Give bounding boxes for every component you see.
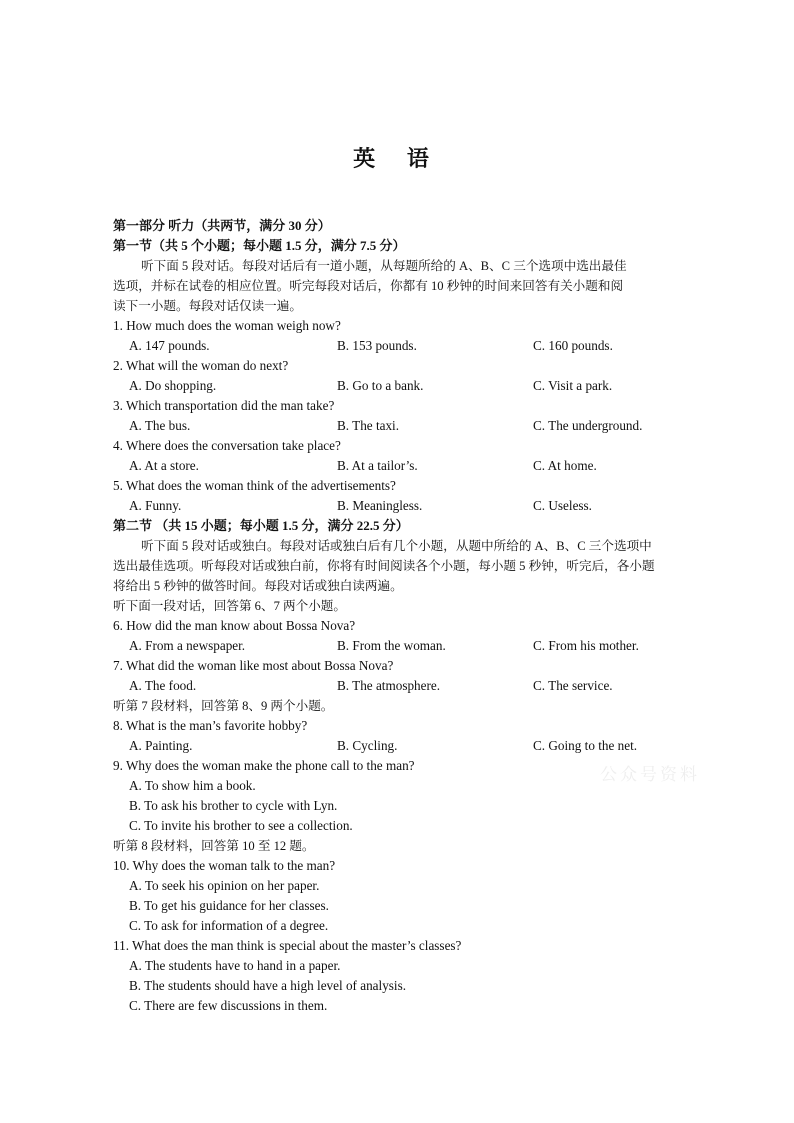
question-text: 8. What is the man’s favorite hobby?: [113, 718, 308, 733]
option-row: [113, 496, 733, 516]
question-text: 9. Why does the woman make the phone call to the man?: [113, 758, 415, 773]
question-text: 6. How did the man know about Bossa Nova?: [113, 618, 356, 633]
page-title: 英 语: [353, 146, 441, 172]
option-a: A. The bus.: [129, 418, 191, 433]
option-b: B. Cycling.: [337, 738, 398, 753]
option-a: A. From a newspaper.: [129, 638, 246, 653]
section2-instruction: 选出最佳选项。听每段对话或独白前，你将有时间阅读各个小题，每小题 5 秒钟，听完后，各小题: [113, 559, 655, 573]
option-a: A. Painting.: [129, 738, 193, 753]
question-text: 5. What does the woman think of the advertisements?: [113, 478, 396, 493]
question-text: 1. How much does the woman weigh now?: [113, 318, 341, 333]
option-row: [113, 456, 733, 476]
section2-instruction: 听下面 5 段对话或独白。每段对话或独白后有几个小题，从题中所给的 A、B、C 三个选项中: [141, 539, 652, 553]
material-note: 听第 7 段材料，回答第 8、9 两个小题。: [113, 699, 334, 713]
question-text: 7. What did the woman like most about Bossa Nova?: [113, 658, 394, 673]
option-a: A. The food.: [129, 678, 197, 693]
option-row: [113, 676, 733, 696]
option-row: [113, 416, 733, 436]
option-b: B. The atmosphere.: [337, 678, 441, 693]
option-row: [113, 636, 733, 656]
option-b: B. 153 pounds.: [337, 338, 417, 353]
option-a: A. Funny.: [129, 498, 182, 513]
option-row: [113, 376, 733, 396]
option-b: B. To get his guidance for her classes.: [129, 898, 329, 913]
option-c: C. Visit a park.: [533, 378, 613, 393]
option-c: C. To ask for information of a degree.: [129, 918, 329, 933]
option-c: C. The underground.: [533, 418, 643, 433]
watermark: 公众号资料: [600, 765, 700, 785]
option-b: B. At a tailor’s.: [337, 458, 418, 473]
material-note: 听第 8 段材料，回答第 10 至 12 题。: [113, 839, 315, 853]
option-b: B. The students should have a high level of analysis.: [129, 978, 407, 993]
material-note: 听下面一段对话，回答第 6、7 两个小题。: [113, 599, 346, 613]
option-c: C. To invite his brother to see a collection.: [129, 818, 353, 833]
option-a: A. Do shopping.: [129, 378, 217, 393]
option-b: B. Meaningless.: [337, 498, 423, 513]
option-c: C. The service.: [533, 678, 613, 693]
question-text: 2. What will the woman do next?: [113, 358, 289, 373]
option-a: A. To show him a book.: [129, 778, 256, 793]
question-text: 4. Where does the conversation take place?: [113, 438, 341, 453]
part1-heading: 第一部分 听力（共两节，满分 30 分）: [113, 218, 331, 233]
question-text: 10. Why does the woman talk to the man?: [113, 858, 336, 873]
option-a: A. 147 pounds.: [129, 338, 210, 353]
option-c: C. 160 pounds.: [533, 338, 613, 353]
option-b: B. Go to a bank.: [337, 378, 424, 393]
option-c: C. Going to the net.: [533, 738, 638, 753]
question-text: 3. Which transportation did the man take?: [113, 398, 335, 413]
section1-instruction: 听下面 5 段对话。每段对话后有一道小题，从每题所给的 A、B、C 三个选项中选出最佳: [141, 259, 627, 273]
section2-instruction: 将给出 5 秒钟的做答时间。每段对话或独白读两遍。: [113, 579, 403, 593]
option-c: C. From his mother.: [533, 638, 639, 653]
section1-instruction: 读下一小题。每段对话仅读一遍。: [113, 299, 302, 313]
option-row: [113, 336, 733, 356]
section1-heading: 第一节（共 5 个小题；每小题 1.5 分，满分 7.5 分）: [113, 238, 406, 253]
option-row: [113, 736, 733, 756]
option-a: A. The students have to hand in a paper.: [129, 958, 341, 973]
option-c: C. There are few discussions in them.: [129, 998, 328, 1013]
section2-heading: 第二节 （共 15 小题；每小题 1.5 分，满分 22.5 分）: [113, 518, 409, 533]
option-a: A. At a store.: [129, 458, 199, 473]
option-a: A. To seek his opinion on her paper.: [129, 878, 320, 893]
section1-instruction: 选项，并标在试卷的相应位置。听完每段对话后，你都有 10 秒钟的时间来回答有关小题和阅: [113, 279, 624, 293]
option-c: C. At home.: [533, 458, 597, 473]
option-c: C. Useless.: [533, 498, 592, 513]
option-b: B. To ask his brother to cycle with Lyn.: [129, 798, 338, 813]
option-b: B. From the woman.: [337, 638, 446, 653]
exam-content: [113, 216, 733, 1016]
question-text: 11. What does the man think is special about the master’s classes?: [113, 938, 462, 953]
option-b: B. The taxi.: [337, 418, 400, 433]
